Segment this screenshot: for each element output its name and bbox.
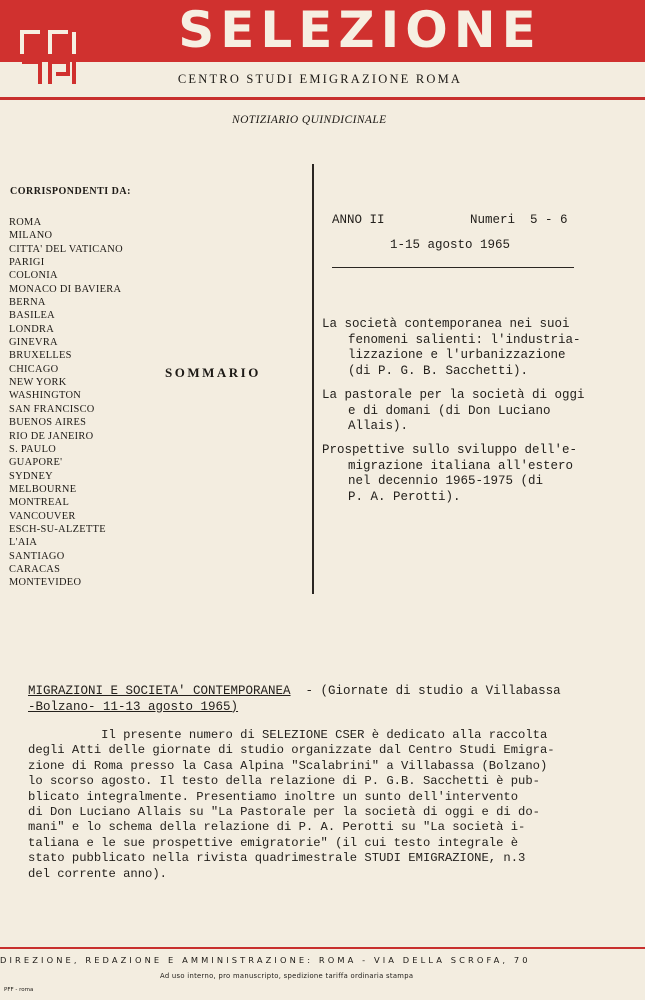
contents-item-line: (di P. G. B. Sacchetti). [348,363,529,378]
city-item: MELBOURNE [9,483,77,495]
correspondents-heading: CORRISPONDENTI DA: [10,186,131,197]
issue-rule [332,267,574,268]
center-name: CENTRO STUDI EMIGRAZIONE ROMA [177,72,463,86]
masthead-title: SELEZIONE [178,1,542,59]
body-line: zione di Roma presso la Casa Alpina "Scalabrini" a Villabassa (Bolzano) [28,758,548,773]
issue-date: 1-15 agosto 1965 [390,238,511,252]
city-item: S. PAULO [9,443,57,455]
contents-item [322,443,622,505]
article-heading [28,684,628,715]
contents-item-line: e di domani (di Don Luciano [348,403,551,418]
city-item: MONTREAL [9,497,70,509]
body-line: blicato integralmente. Presentiamo inoltre un sunto dell'intervento [28,789,519,804]
contents-item-line: lizzazione e l'urbanizzazione [348,348,566,363]
publication-subtitle: NOTIZIARIO QUINDICINALE [232,114,387,126]
city-item: SAN FRANCISCO [9,403,95,415]
city-item: SYDNEY [9,470,53,482]
contents-item [322,388,622,435]
city-item: MONACO DI BAVIERA [9,283,122,295]
printer-mark: PFF - roma [4,987,34,993]
column-divider [312,164,314,594]
city-item: L'AIA [9,537,38,549]
body-line: del corrente anno). [28,866,167,881]
city-item: CITTA' DEL VATICANO [9,243,123,255]
article-subtitle: -Bolzano- 11-13 agosto 1965) [28,699,239,714]
article-title: MIGRAZIONI E SOCIETA' CONTEMPORANEA [28,684,291,698]
issue-numbers: Numeri 5 - 6 [470,213,568,227]
city-item: BASILEA [9,310,55,322]
city-item: ESCH-SU-ALZETTE [9,523,106,535]
body-line: lo scorso agosto. Il testo della relazione di P. G.B. Sacchetti è pub- [28,774,540,789]
city-item: BERNA [9,297,46,309]
body-line: mani" e lo schema della relazione di P. A. Perotti su "La società i- [28,820,526,835]
article-body [28,728,628,882]
footer-address: DIREZIONE, REDAZIONE E AMMINISTRAZIONE: ROMA - VIA DELLA SCROFA, 70 [0,955,531,965]
city-item: VANCOUVER [9,510,76,522]
city-item: WASHINGTON [9,390,82,402]
city-item: ROMA [9,217,42,228]
city-item: BUENOS AIRES [9,417,87,429]
city-item: CARACAS [9,563,61,575]
contents-item-title: La società contemporanea nei suoi [322,317,570,331]
city-item: SANTIAGO [9,550,65,562]
contents-item-line: nel decennio 1965-1975 (di [348,474,544,489]
contents-item [322,317,622,379]
body-line: degli Atti delle giornate di studio organizzate dal Centro Studi Emigra- [28,743,555,758]
masthead-rule [0,97,645,100]
contents-item-line: migrazione italiana all'estero [348,458,574,473]
body-line: taliana e le sue prospettive emigratorie" (il cui testo integrale è [28,835,519,850]
city-item: BRUXELLES [9,350,72,362]
city-item: PARIGI [9,257,45,269]
contents-item-line: fenomeni salienti: l'industria- [348,332,581,347]
city-item: NEW YORK [9,377,67,389]
city-item: GUAPORE' [9,457,63,469]
body-line: stato pubblicato nella rivista quadrimestrale STUDI EMIGRAZIONE, n.3 [28,851,526,866]
issue-year: ANNO II [332,213,385,227]
footer-rule [0,947,645,949]
correspondents-list [9,216,123,590]
sommario-label: SOMMARIO [165,365,261,380]
city-item: RIO DE JANEIRO [9,430,94,442]
cser-logo [16,28,88,90]
body-line: Il presente numero di SELEZIONE CSER è dedicato alla raccolta [28,728,548,742]
city-item: MILANO [9,230,53,242]
contents-item-line: Allais). [348,419,409,434]
contents-item-title: La pastorale per la società di oggi [322,388,585,402]
city-item: CHICAGO [9,363,59,375]
body-line: di Don Luciano Allais su "La Pastorale per la società di oggi e di do- [28,805,540,820]
contents-item-title: Prospettive sullo sviluppo dell'e- [322,443,578,457]
city-item: GINEVRA [9,337,58,349]
city-item: MONTEVIDEO [9,577,82,589]
footer-note: Ad uso interno, pro manuscripto, spedizione tariffa ordinaria stampa [160,972,414,980]
article-title-continued: - (Giornate di studio a Villabassa [290,684,561,698]
contents-item-line: P. A. Perotti). [348,489,461,504]
city-item: COLONIA [9,270,58,282]
city-item: LONDRA [9,323,55,335]
